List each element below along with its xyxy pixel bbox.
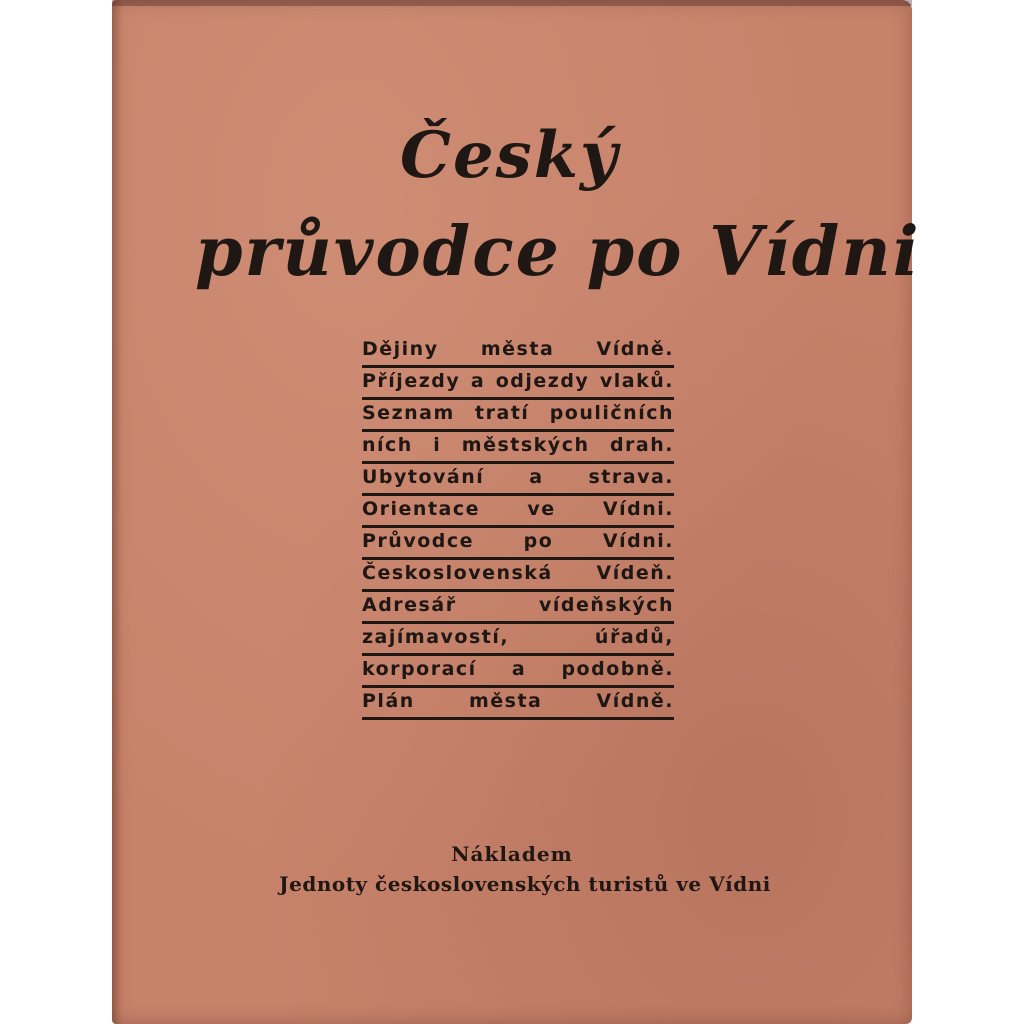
publisher-name: Jednoty československých turistů ve Vídni [279,872,771,896]
contents-item: Příjezdy a odjezdy vlaků. [362,368,674,400]
contents-item: zajímavostí, úřadů, [362,624,674,656]
contents-list [362,336,674,720]
contents-item: Seznam tratí pouličních [362,400,674,432]
publisher-label: Nákladem [451,842,573,866]
contents-item: korporací a podobně. [362,656,674,688]
contents-item: Ubytování a strava. [362,464,674,496]
contents-item: Adresář vídeňských [362,592,674,624]
cover-top-edge [112,0,912,6]
contents-item: ních i městských drah. [362,432,674,464]
contents-item: Československá Vídeň. [362,560,674,592]
contents-item: Orientace ve Vídni. [362,496,674,528]
contents-item: Dějiny města Vídně. [362,336,674,368]
contents-item: Plán města Vídně. [362,688,674,720]
title-line-1: Český [400,118,620,193]
title-line-2: průvodce po Vídni [195,212,921,292]
contents-item: Průvodce po Vídni. [362,528,674,560]
